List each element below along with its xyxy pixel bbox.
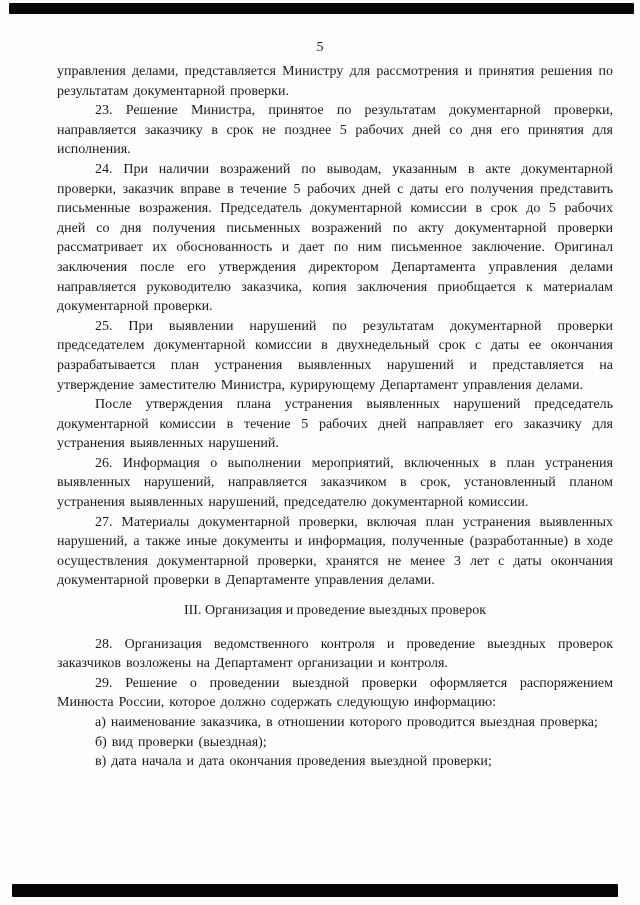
paragraph-item-26: 26. Информация о выполнении мероприятий, включенных в план устранения выявленных нарушений, направляется заказчиком в срок, установленный планом устранения выявленных нарушений, председателю документарной комиссии. xyxy=(57,455,613,511)
paragraph-subitem-v: в) дата начала и дата окончания проведения выездной проверки; xyxy=(95,754,492,770)
paragraph-item-23: 23. Решение Министра, принятое по результатам документарной проверки, направляется заказчику в срок не позднее 5 рабочих дней со дня его принятия для исполнения. xyxy=(57,103,613,158)
paragraph-item-24: 24. При наличии возражений по выводам, указанным в акте документарной проверки, заказчик вправе в течение 5 рабочих дней с даты его получения представить письменные возражения. Председатель документарной комиссии в срок до 5 рабочих дней со дня получения письменных возражений по акту документарной проверки рассматривает их обоснованность и дает по ним письменное заключение. Оригинал заключения после его утверждения директором Департамента управления делами направляется руководителю заказчика, копия заключения приобщается к материалам документарной проверки. xyxy=(57,161,613,315)
paragraph-subitem-a: а) наименование заказчика, в отношении которого проводится выездная проверка; xyxy=(95,715,598,730)
section-heading: III. Организация и проведение выездных проверок xyxy=(183,603,487,619)
paragraph-item-27: 27. Материалы документарной проверки, включая план устранения выявленных нарушений, а также иные документы и информация, полученные (разработанные) в ходе осуществления документарной проверки, хранятся не менее 3 лет с даты окончания документарной проверки в Департаменте управления делами. xyxy=(57,514,613,589)
paragraph-item-25-continuation: После утверждения плана устранения выявленных нарушений председатель документарной комиссии в течение 5 рабочих дней направляет его заказчику для устранения выявленных нарушений. xyxy=(57,397,613,452)
scan-edge-top xyxy=(9,3,634,14)
paragraph-continuation: управления делами, представляется Министру для рассмотрения и принятия решения по результатам документарной проверки. xyxy=(57,64,613,99)
paragraph-item-28: 28. Организация ведомственного контроля и проведение выездных проверок заказчиков возложены на Департамент организации и контроля. xyxy=(57,636,613,672)
paragraph-item-25: 25. При выявлении нарушений по результатам документарной проверки председателем документарной комиссии в двухнедельный срок с даты ее окончания разрабатывается план устранения выявленных нарушений и представляется на утверждение заместителю Министра, курирующему Департамент управления делами. xyxy=(57,318,613,393)
scan-edge-bottom xyxy=(12,884,618,897)
page-number: 5 xyxy=(316,40,324,55)
paragraph-subitem-b: б) вид проверки (выездная); xyxy=(95,734,267,750)
document-body xyxy=(57,62,613,772)
paragraph-item-29: 29. Решение о проведении выездной проверки оформляется распоряжением Минюста России, которое должно содержать следующую информацию: xyxy=(57,675,613,711)
